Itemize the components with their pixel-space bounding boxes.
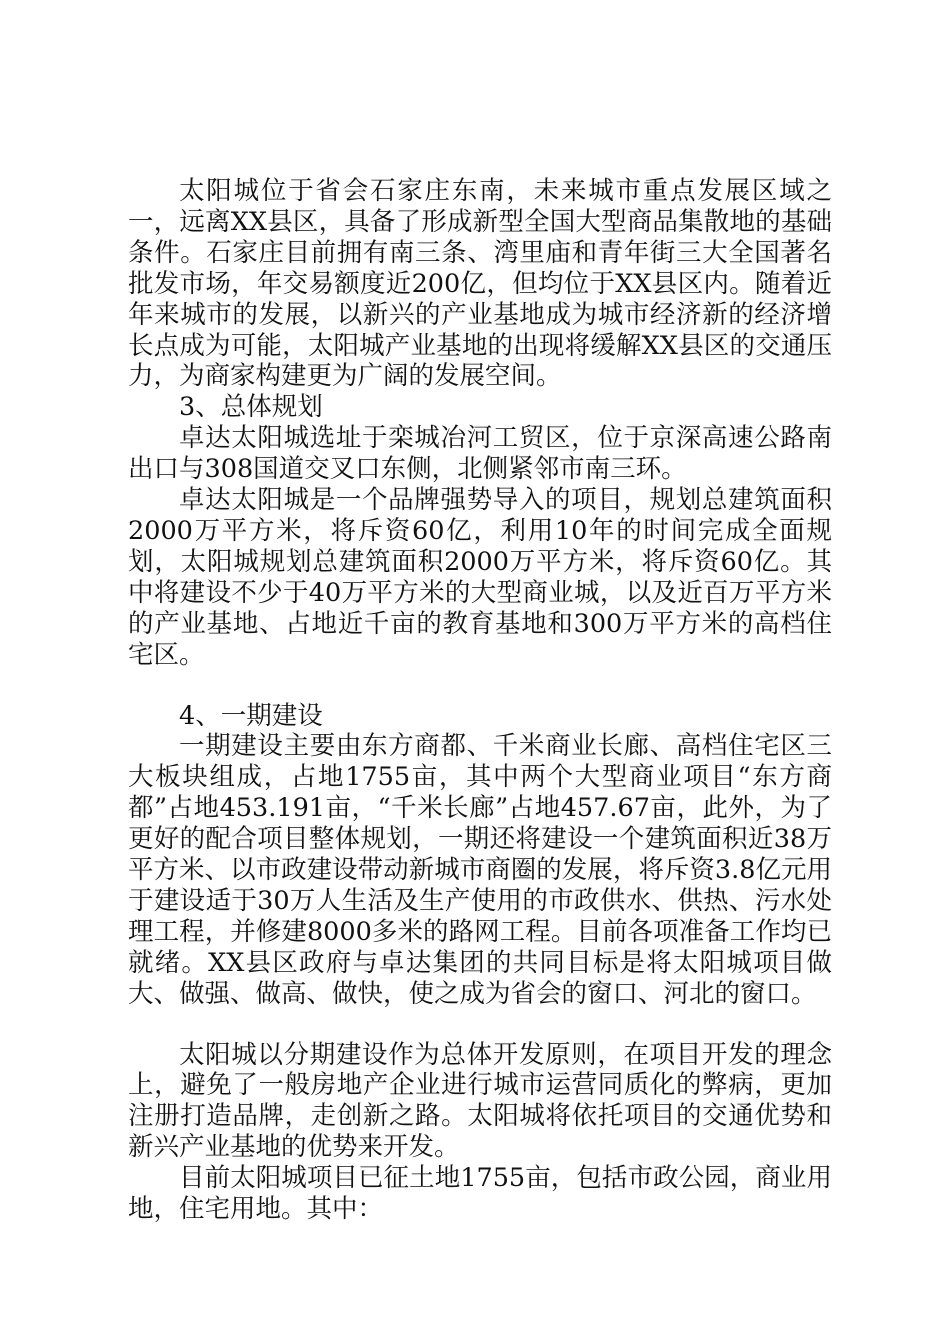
paragraph-phase-one: 一期建设主要由东方商都、千米商业长廊、高档住宅区三大板块组成，占地1755亩，其中两个大型商业项目“东方商都”占地453.191亩，“千米长廊”占地457.67亩，此外，为了更好的配合项目整体规划，一期还将建设一个建筑面积近38万平方米、以市政建设带动新城市商圈的发展，将斥资3.8亿元用于建设适于30万人生活及生产使用的市政供水、供热、污水处理工程，并修建8000多米的路网工程。目前各项准备工作均已就绪。XX县区政府与卓达集团的共同目标是将太阳城项目做大、做强、做高、做快，使之成为省会的窗口、河北的窗口。 bbox=[128, 731, 832, 1009]
paragraph-land: 目前太阳城项目已征土地1755亩，包括市政公园，商业用地，住宅用地。其中： bbox=[128, 1163, 832, 1225]
section-heading-phase-one: 4、一期建设 bbox=[179, 700, 323, 731]
paragraph-plan-scale: 卓达太阳城是一个品牌强势导入的项目，规划总建筑面积2000万平方米，将斥资60亿，利用10年的时间完成全面规划，太阳城规划总建筑面积2000万平方米，将斥资60亿。其中将建设不少于40万平方米的大型商业城，以及近百万平方米的产业基地、占地近千亩的教育基地和300万平方米的高档住宅区。 bbox=[128, 485, 832, 670]
document-body bbox=[128, 176, 832, 1225]
paragraph-site: 卓达太阳城选址于栾城冶河工贸区，位于京深高速公路南出口与308国道交叉口东侧，北侧紧邻市南三环。 bbox=[128, 423, 832, 485]
section-heading-overall-plan: 3、总体规划 bbox=[179, 392, 323, 423]
paragraph-development-principle: 太阳城以分期建设作为总体开发原则，在项目开发的理念上，避免了一般房地产企业进行城市运营同质化的弊病，更加注册打造品牌，走创新之路。太阳城将依托项目的交通优势和新兴产业基地的优势来开发。 bbox=[128, 1039, 832, 1163]
paragraph-location: 太阳城位于省会石家庄东南，未来城市重点发展区域之一，远离XX县区，具备了形成新型全国大型商品集散地的基础条件。石家庄目前拥有南三条、湾里庙和青年街三大全国著名批发市场，年交易额度近200亿，但均位于XX县区内。随着近年来城市的发展，以新兴的产业基地成为城市经济新的经济增长点成为可能，太阳城产业基地的出现将缓解XX县区的交通压力，为商家构建更为广阔的发展空间。 bbox=[128, 176, 832, 392]
